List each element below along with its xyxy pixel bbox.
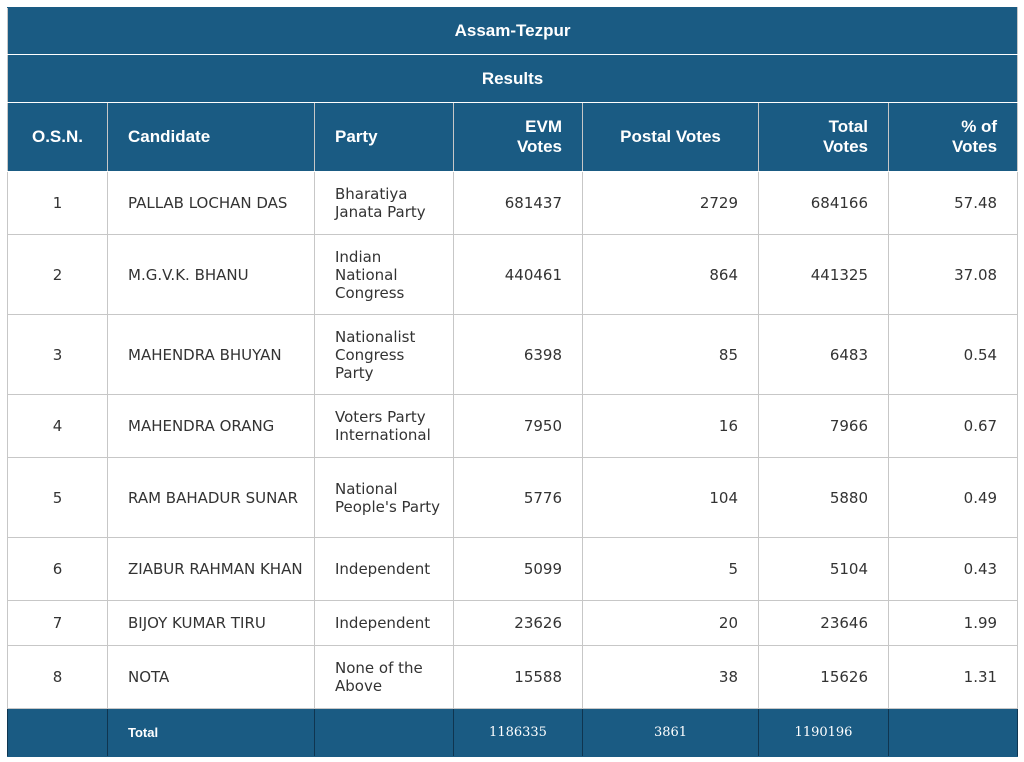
cell-party: Indian National Congress: [315, 235, 454, 315]
cell-pct: 57.48: [889, 172, 1018, 235]
cell-pct: 0.54: [889, 315, 1018, 395]
cell-party: Voters Party International: [315, 395, 454, 458]
table-subtitle: Results: [8, 55, 1018, 103]
cell-pct: 1.99: [889, 601, 1018, 646]
cell-osn: 5: [8, 458, 108, 538]
cell-evm: 15588: [454, 646, 583, 709]
cell-evm: 6398: [454, 315, 583, 395]
cell-evm: 681437: [454, 172, 583, 235]
subtitle-row: [8, 55, 1018, 103]
cell-party: Independent: [315, 601, 454, 646]
header-row: [8, 103, 1018, 172]
header-total-line1: Total: [828, 117, 868, 136]
results-panel: [7, 7, 1017, 757]
table-row: [8, 538, 1018, 601]
header-evm-votes: [454, 103, 583, 172]
cell-pct: 0.67: [889, 395, 1018, 458]
cell-party: National People's Party: [315, 458, 454, 538]
cell-candidate: BIJOY KUMAR TIRU: [108, 601, 315, 646]
table-row: [8, 646, 1018, 709]
header-pct-votes: [889, 103, 1018, 172]
header-pct-line1: % of: [961, 117, 998, 136]
cell-candidate: PALLAB LOCHAN DAS: [108, 172, 315, 235]
total-label: Total: [108, 709, 315, 757]
cell-osn: 3: [8, 315, 108, 395]
cell-total: 5104: [759, 538, 889, 601]
cell-postal: 85: [583, 315, 759, 395]
cell-pct: 1.31: [889, 646, 1018, 709]
total-evm: 1186335: [454, 709, 583, 757]
cell-party: None of the Above: [315, 646, 454, 709]
table-row: [8, 458, 1018, 538]
cell-postal: 16: [583, 395, 759, 458]
header-evm-line1: EVM: [525, 117, 562, 136]
header-osn: O.S.N.: [8, 103, 108, 172]
cell-postal: 864: [583, 235, 759, 315]
cell-postal: 38: [583, 646, 759, 709]
header-candidate: Candidate: [108, 103, 315, 172]
cell-party: Independent: [315, 538, 454, 601]
header-evm-line2: Votes: [516, 137, 562, 156]
table-row: [8, 395, 1018, 458]
table-title: Assam-Tezpur: [8, 8, 1018, 55]
cell-party: Nationalist Congress Party: [315, 315, 454, 395]
header-pct-line2: Votes: [952, 137, 998, 156]
cell-total: 5880: [759, 458, 889, 538]
header-postal-votes: Postal Votes: [583, 103, 759, 172]
cell-osn: 1: [8, 172, 108, 235]
header-total-line2: Votes: [822, 137, 868, 156]
table-row: [8, 315, 1018, 395]
table-row: [8, 235, 1018, 315]
total-cell-party: [315, 709, 454, 757]
cell-candidate: MAHENDRA ORANG: [108, 395, 315, 458]
total-postal: 3861: [583, 709, 759, 757]
cell-osn: 6: [8, 538, 108, 601]
table-row: [8, 172, 1018, 235]
cell-candidate: RAM BAHADUR SUNAR: [108, 458, 315, 538]
total-cell-osn: [8, 709, 108, 757]
cell-pct: 0.49: [889, 458, 1018, 538]
table-row: [8, 601, 1018, 646]
cell-osn: 2: [8, 235, 108, 315]
header-total-votes: [759, 103, 889, 172]
cell-total: 23646: [759, 601, 889, 646]
cell-candidate: MAHENDRA BHUYAN: [108, 315, 315, 395]
cell-pct: 37.08: [889, 235, 1018, 315]
header-party: Party: [315, 103, 454, 172]
results-table: [7, 7, 1018, 757]
cell-evm: 440461: [454, 235, 583, 315]
cell-candidate: ZIABUR RAHMAN KHAN: [108, 538, 315, 601]
cell-postal: 20: [583, 601, 759, 646]
total-cell-pct: [889, 709, 1018, 757]
cell-evm: 23626: [454, 601, 583, 646]
cell-party: Bharatiya Janata Party: [315, 172, 454, 235]
cell-osn: 7: [8, 601, 108, 646]
cell-postal: 5: [583, 538, 759, 601]
cell-evm: 7950: [454, 395, 583, 458]
cell-total: 684166: [759, 172, 889, 235]
cell-postal: 104: [583, 458, 759, 538]
cell-postal: 2729: [583, 172, 759, 235]
cell-osn: 4: [8, 395, 108, 458]
cell-osn: 8: [8, 646, 108, 709]
cell-total: 441325: [759, 235, 889, 315]
cell-evm: 5776: [454, 458, 583, 538]
total-votes: 1190196: [759, 709, 889, 757]
cell-evm: 5099: [454, 538, 583, 601]
cell-total: 6483: [759, 315, 889, 395]
total-row: [8, 709, 1018, 757]
title-row: [8, 8, 1018, 55]
cell-total: 15626: [759, 646, 889, 709]
cell-candidate: NOTA: [108, 646, 315, 709]
cell-pct: 0.43: [889, 538, 1018, 601]
cell-candidate: M.G.V.K. BHANU: [108, 235, 315, 315]
cell-total: 7966: [759, 395, 889, 458]
